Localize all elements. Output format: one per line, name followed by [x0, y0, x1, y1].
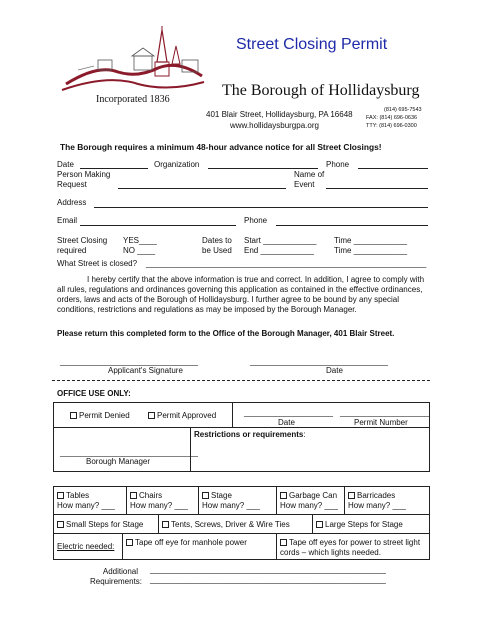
- equipment-col-divider: [276, 533, 277, 560]
- section-divider: [52, 380, 430, 381]
- additional-requirements-label: [90, 567, 143, 587]
- electric-needed-label: Electric needed:: [57, 542, 115, 551]
- tents-option[interactable]: [162, 520, 290, 530]
- stage-checkbox[interactable]: [202, 492, 209, 499]
- permit-title: Street Closing Permit: [236, 36, 388, 53]
- email-field[interactable]: [80, 225, 236, 226]
- large-steps-label: Large Steps for Stage: [325, 520, 403, 529]
- phone-number: (814) 695-7543: [384, 107, 422, 113]
- signature-date-label: Date: [326, 366, 343, 375]
- chairs-label: Chairs: [139, 491, 163, 500]
- tape-manhole-label: Tape off eye for manhole power: [135, 538, 247, 547]
- signature-line[interactable]: _______________________________: [60, 357, 198, 366]
- address-label: Address: [57, 198, 87, 207]
- office-date-field[interactable]: ____________________: [244, 408, 333, 417]
- be-used-text: be Used: [202, 246, 232, 255]
- garbage-can-option[interactable]: [280, 491, 338, 511]
- stage-how-many[interactable]: How many? ___: [202, 501, 260, 510]
- person-making-text: Person Making: [57, 170, 111, 179]
- phone-field[interactable]: [358, 168, 428, 169]
- date-signature-line[interactable]: _______________________________: [250, 357, 388, 366]
- required-text: required: [57, 246, 87, 255]
- tape-power-option[interactable]: [280, 538, 428, 558]
- person-making-field[interactable]: [118, 188, 286, 189]
- return-note: Please return this completed form to the Office of the Borough Manager, 401 Blair Street.: [57, 329, 395, 338]
- borough-name: The Borough of Hollidaysburg: [222, 82, 420, 99]
- contact-block: [366, 106, 422, 130]
- chairs-checkbox[interactable]: [130, 492, 137, 499]
- notice-text: The Borough requires a minimum 48-hour advance notice for all Street Closings!: [60, 142, 382, 152]
- name-of-text: Name of: [294, 170, 325, 179]
- additional-requirements-field[interactable]: [150, 565, 386, 585]
- organization-field[interactable]: [208, 168, 318, 169]
- barricades-checkbox[interactable]: [348, 492, 355, 499]
- restrictions-colon: :: [303, 430, 306, 439]
- yes-no-options[interactable]: [123, 236, 157, 256]
- barricades-how-many[interactable]: How many? ___: [348, 501, 406, 510]
- tty-number: TTY: (814) 696-0300: [366, 123, 417, 129]
- tape-power-checkbox[interactable]: [280, 539, 287, 546]
- equipment-col-divider: [158, 514, 159, 533]
- tape-manhole-option[interactable]: [126, 538, 272, 548]
- start-field[interactable]: Start ____________: [244, 236, 317, 245]
- requirements-line-1[interactable]: _____________________________________________________: [150, 565, 386, 574]
- requirements-line-2[interactable]: _____________________________________________________: [150, 575, 386, 584]
- borough-manager-field[interactable]: _______________________________: [60, 448, 198, 457]
- office-date-label: Date: [278, 418, 295, 427]
- borough-address: 401 Blair Street, Hollidaysburg, PA 16648: [206, 110, 353, 119]
- equipment-row-divider-1: [53, 514, 430, 515]
- borough-website: www.hollidaysburgpa.org: [230, 121, 319, 130]
- end-time-field[interactable]: Time ____________: [334, 246, 408, 255]
- permit-number-field[interactable]: ____________________: [340, 408, 429, 417]
- small-steps-label: Small Steps for Stage: [66, 520, 144, 529]
- office-use-title: OFFICE USE ONLY:: [57, 389, 131, 398]
- email-label: Email: [57, 216, 78, 225]
- fax-number: FAX: (814) 696-0636: [366, 115, 418, 121]
- phone2-field[interactable]: [276, 225, 428, 226]
- start-end-fields[interactable]: [244, 236, 317, 256]
- tables-checkbox[interactable]: [57, 492, 64, 499]
- tables-option[interactable]: [57, 491, 115, 511]
- small-steps-option[interactable]: [57, 520, 143, 530]
- incorporated-text: Incorporated 1836: [96, 94, 170, 105]
- time-fields[interactable]: [334, 236, 407, 256]
- permit-denied-option[interactable]: [70, 411, 130, 421]
- restrictions-label: [194, 430, 306, 440]
- certification-text: I hereby certify that the above information is true and correct. In addition, I agree to comply with all rules, regulations and ordinances governing this application as contained in the effective ordinances, orders, laws and acts of the Borough of Hollidaysburg. I further agree to be bound by any special conditions, restrictions and regulations as may be imposed by the Borough Manager.: [57, 275, 425, 314]
- tents-label: Tents, Screws, Driver & Wire Ties: [171, 520, 290, 529]
- dates-to-text: Dates to: [202, 236, 232, 245]
- barricades-option[interactable]: [348, 491, 406, 511]
- additional-text: Additional: [102, 567, 138, 576]
- what-street-label: What Street is closed?: [57, 259, 138, 268]
- tables-how-many[interactable]: How many? ___: [57, 501, 115, 510]
- equipment-col-divider: [276, 486, 277, 514]
- request-text: Request: [57, 180, 87, 189]
- stage-option[interactable]: [202, 491, 260, 511]
- event-text: Event: [294, 180, 315, 189]
- organization-label: Organization: [154, 160, 200, 169]
- church-skyline-icon: [58, 24, 206, 100]
- phone2-label: Phone: [244, 216, 268, 225]
- stage-label: Stage: [211, 491, 232, 500]
- street-closing-text: Street Closing: [57, 236, 108, 245]
- equipment-row-divider-2: [53, 533, 430, 534]
- garbage-can-how-many[interactable]: How many? ___: [280, 501, 338, 510]
- what-street-field[interactable]: _______________________________________________________________: [146, 259, 427, 268]
- start-time-field[interactable]: Time ____________: [334, 236, 408, 245]
- garbage-can-checkbox[interactable]: [280, 492, 287, 499]
- tape-power-label: Tape off eyes for power to street light cords – which lights needed.: [280, 538, 421, 557]
- permit-denied-label: Permit Denied: [79, 411, 130, 420]
- equipment-col-divider: [126, 486, 127, 514]
- small-steps-checkbox[interactable]: [57, 521, 64, 528]
- applicant-signature-label: Applicant's Signature: [108, 366, 183, 375]
- street-closing-label: [57, 236, 107, 256]
- tables-label: Tables: [66, 491, 90, 500]
- chairs-option[interactable]: [130, 491, 188, 511]
- end-field[interactable]: End ____________: [244, 246, 314, 255]
- restrictions-heading: Restrictions or requirements: [194, 430, 304, 439]
- permit-approved-label: Permit Approved: [157, 411, 217, 420]
- yes-option[interactable]: YES____: [123, 236, 157, 245]
- permit-number-label: Permit Number: [354, 418, 408, 427]
- no-option[interactable]: NO ____: [123, 246, 156, 255]
- garbage-can-label: Garbage Can: [289, 491, 338, 500]
- equipment-col-divider: [312, 514, 313, 533]
- tape-manhole-checkbox[interactable]: [126, 539, 133, 546]
- date-field[interactable]: [80, 168, 148, 169]
- tents-checkbox[interactable]: [162, 521, 169, 528]
- equipment-col-divider: [122, 533, 123, 560]
- barricades-label: Barricades: [357, 491, 396, 500]
- permit-approved-option[interactable]: [148, 411, 216, 421]
- requirements-text: Requirements:: [90, 577, 143, 586]
- chairs-how-many[interactable]: How many? ___: [130, 501, 188, 510]
- permit-denied-checkbox[interactable]: [70, 412, 77, 419]
- event-name-field[interactable]: [326, 188, 428, 189]
- office-divider-v2: [232, 402, 233, 427]
- equipment-col-divider: [198, 486, 199, 514]
- large-steps-checkbox[interactable]: [316, 521, 323, 528]
- name-of-event-label: [294, 170, 324, 190]
- large-steps-option[interactable]: [316, 520, 403, 530]
- phone-label: Phone: [326, 160, 350, 169]
- equipment-col-divider: [344, 486, 345, 514]
- permit-approved-checkbox[interactable]: [148, 412, 155, 419]
- dates-used-label: [202, 236, 232, 256]
- date-label: Date: [57, 160, 74, 169]
- address-field[interactable]: [94, 207, 428, 208]
- borough-logo: [58, 24, 206, 100]
- person-making-label: [57, 170, 110, 190]
- borough-manager-label: Borough Manager: [86, 457, 151, 466]
